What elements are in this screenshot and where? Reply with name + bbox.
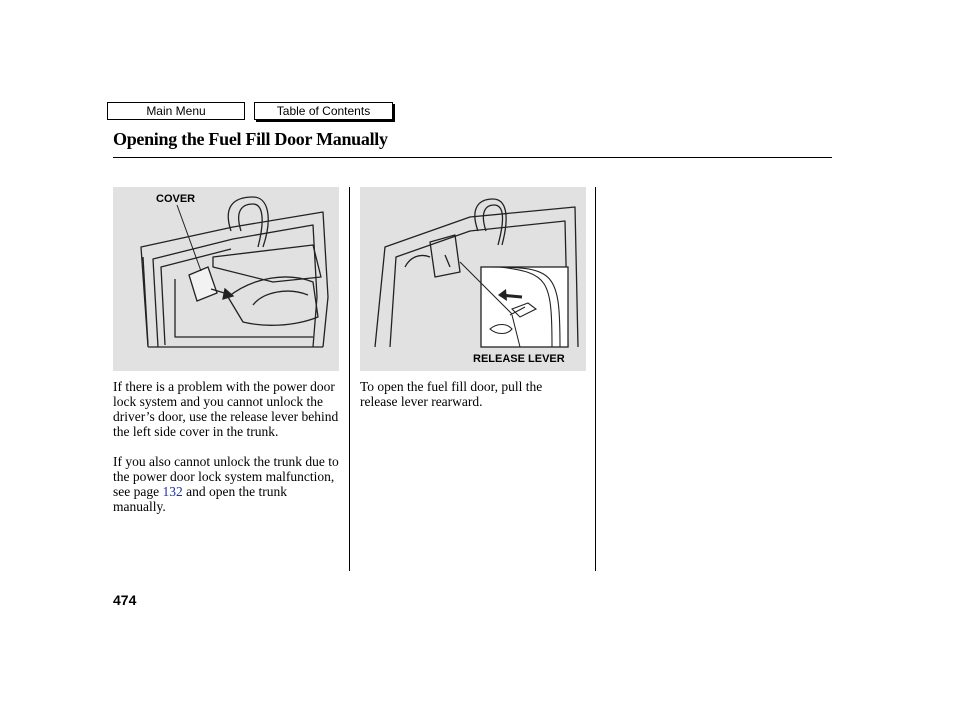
table-of-contents-button[interactable]: Table of Contents xyxy=(254,102,393,120)
column-divider-2 xyxy=(595,187,596,571)
middle-column-text xyxy=(360,379,580,409)
release-lever-drawing xyxy=(360,187,586,371)
paragraph-trunk-manual-start: If you also cannot unlock the trunk due to the power door lock system malfunction, see page xyxy=(113,454,339,499)
title-divider xyxy=(113,157,832,158)
column-divider-1 xyxy=(349,187,350,571)
left-column-text xyxy=(113,379,339,514)
paragraph-power-door-lock: If there is a problem with the power door lock system and you cannot unlock the driver’s door, use the release lever behind the left side cover in the trunk. xyxy=(113,379,339,439)
release-lever-callout: RELEASE LEVER xyxy=(473,353,565,365)
paragraph-trunk-manual xyxy=(113,454,339,514)
release-lever-illustration xyxy=(360,187,586,371)
paragraph-release-lever: To open the fuel fill door, pull the release lever rearward. xyxy=(360,379,543,409)
paragraph-trunk-manual-end: and open the trunk manually. xyxy=(113,484,287,514)
page-132-link[interactable]: 132 xyxy=(162,484,183,499)
page-number: 474 xyxy=(113,592,137,608)
page-title: Opening the Fuel Fill Door Manually xyxy=(113,129,388,149)
cover-callout: COVER xyxy=(156,193,196,205)
trunk-cover-illustration xyxy=(113,187,339,371)
trunk-cover-drawing xyxy=(113,187,339,371)
main-menu-button[interactable]: Main Menu xyxy=(107,102,245,120)
